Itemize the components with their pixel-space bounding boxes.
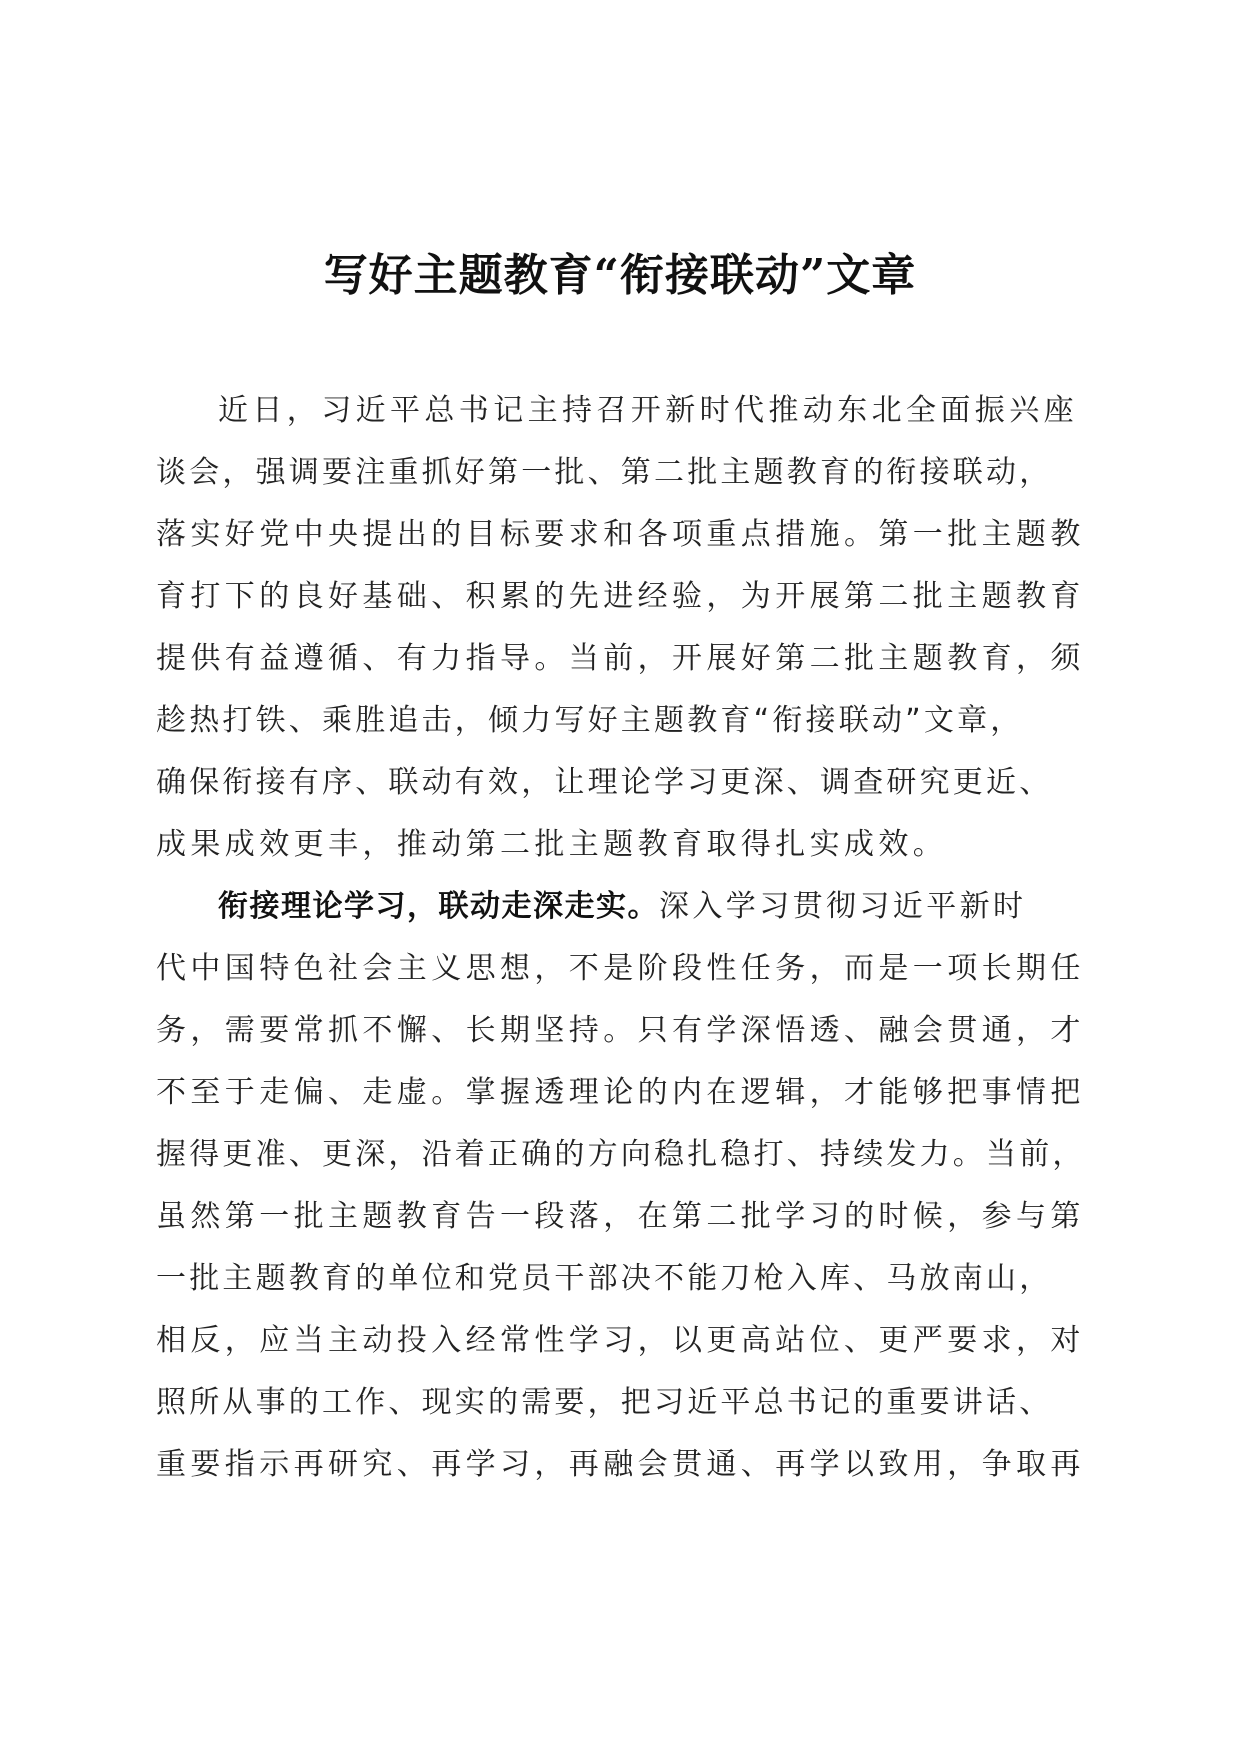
- paragraph-line: 趁热打铁、乘胜追击，倾力写好主题教育“衔接联动”文章，: [156, 703, 1024, 738]
- paragraph-line: 谈会，强调要注重抓好第一批、第二批主题教育的衔接联动，: [156, 455, 1053, 490]
- paragraph-first-line: [156, 876, 1096, 938]
- paragraph-line: 确保衔接有序、联动有效，让理论学习更深、调查研究更近、: [156, 765, 1053, 800]
- document-title: 写好主题教育“衔接联动”文章: [323, 250, 917, 301]
- paragraph-line: 重要指示再研究、再学习，再融会贯通、再学以致用，争取再: [156, 1447, 1085, 1482]
- paragraph-line: 虽然第一批主题教育告一段落，在第二批学习的时候，参与第: [156, 1199, 1085, 1234]
- paragraph-line: 提供有益遵循、有力指导。当前，开展好第二批主题教育，须: [156, 641, 1085, 676]
- paragraph-line: 不至于走偏、走虚。掌握透理论的内在逻辑，才能够把事情把: [156, 1075, 1085, 1110]
- paragraph-1: [156, 380, 1096, 876]
- paragraph-lead-continuation: 深入学习贯彻习近平新时: [659, 889, 1027, 924]
- paragraph-line: 育打下的良好基础、积累的先进经验，为开展第二批主题教育: [156, 579, 1085, 614]
- paragraph-line: 成果成效更丰，推动第二批主题教育取得扎实成效。: [156, 827, 948, 862]
- paragraph-line: 近日，习近平总书记主持召开新时代推动东北全面振兴座: [218, 393, 1078, 428]
- paragraph-line: 握得更准、更深，沿着正确的方向稳扎稳打、持续发力。当前，: [156, 1137, 1086, 1172]
- paragraph-line: 照所从事的工作、现实的需要，把习近平总书记的重要讲话、: [156, 1385, 1053, 1420]
- document-body: [156, 380, 1096, 1496]
- paragraph-line: 落实好党中央提出的目标要求和各项重点措施。第一批主题教: [156, 517, 1085, 552]
- paragraph-line: 相反，应当主动投入经常性学习，以更高站位、更严要求，对: [156, 1323, 1085, 1358]
- paragraph-2: [156, 876, 1096, 1496]
- paragraph-line: 代中国特色社会主义思想，不是阶段性任务，而是一项长期任: [156, 951, 1085, 986]
- paragraph-lead-heading: 衔接理论学习，联动走深走实。: [218, 889, 659, 924]
- paragraph-line: 一批主题教育的单位和党员干部决不能刀枪入库、马放南山，: [156, 1261, 1053, 1296]
- paragraph-line: 务，需要常抓不懈、长期坚持。只有学深悟透、融会贯通，才: [156, 1013, 1085, 1048]
